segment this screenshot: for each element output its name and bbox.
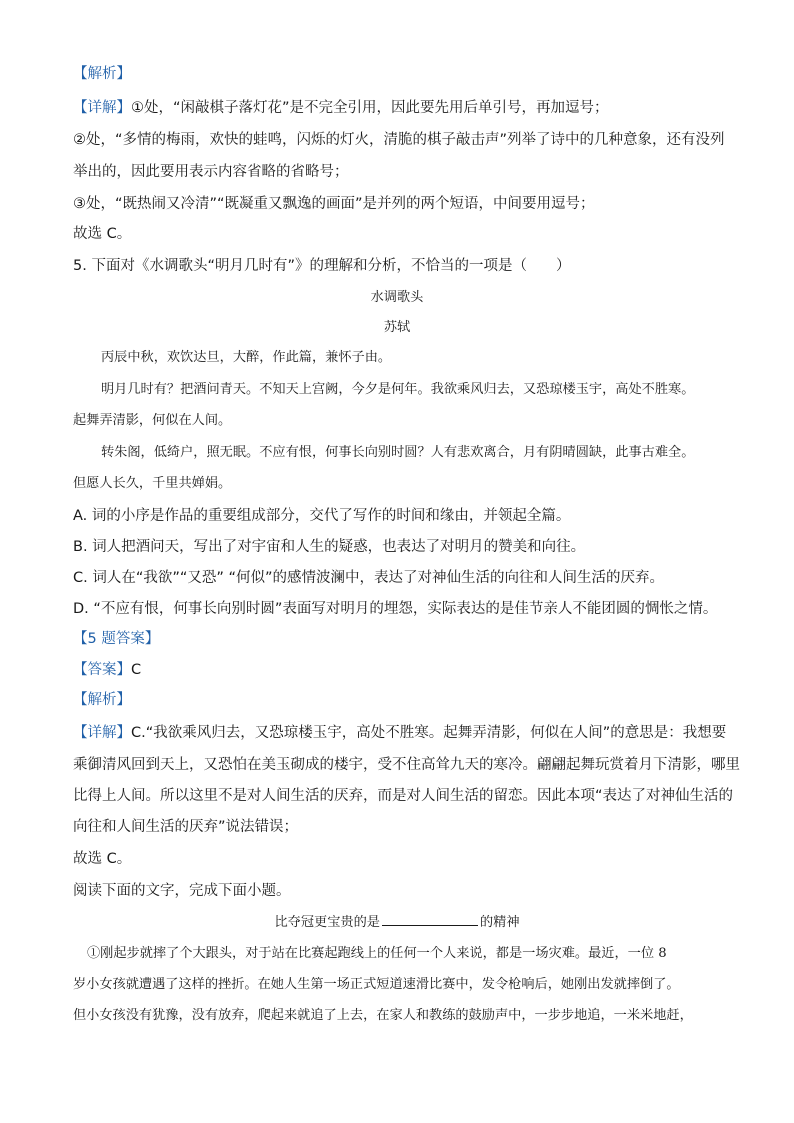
detail-paragraph-line (73, 98, 609, 118)
article-paragraph-line: ①刚起步就摔了个大跟头，对于站在比赛起跑线上的任何一个人来说，都是一场灾难。最近，一位 8 (87, 946, 667, 961)
detail-paragraph-line: 比得上人间。所以这里不是对人间生活的厌弃，而是对人间生活的留恋。因此本项“表达了对神仙生活的 (73, 788, 734, 804)
detail-tag: 【详解】 (73, 725, 131, 741)
poem-line: 起舞弄清影，何似在人间。 (73, 413, 232, 428)
poem-line: 转朱阁，低绮户，照无眠。不应有恨，何事长向别时圆？人有悲欢离合，月有阴晴圆缺，此事古难全。 (101, 445, 695, 460)
poem-line: 明月几时有？把酒问青天。不知天上宫阙，今夕是何年。我欲乘风归去，又恐琼楼玉宇，高处不胜寒。 (101, 382, 695, 397)
option-a: A. 词的小序是作品的重要组成部分，交代了写作的时间和缘由，并领起全篇。 (73, 508, 571, 524)
title-blank (382, 912, 478, 926)
detail-paragraph-line: 乘御清风回到天上，又恐怕在美玉砌成的楼宇，受不住高耸九天的寒冷。翩翩起舞玩赏着月下清影，哪里 (73, 757, 740, 773)
question-5-stem: 5. 下面对《水调歌头“明月几时有”》的理解和分析，不恰当的一项是（ ） (73, 258, 571, 274)
conclusion-line: 故选 C。 (73, 226, 132, 242)
article-title-prefix: 比夺冠更宝贵的是 (274, 915, 380, 930)
poem-preface: 丙辰中秋，欢饮达旦，大醉，作此篇，兼怀子由。 (101, 350, 392, 365)
option-b: B. 词人把酒问天，写出了对宇宙和人生的疑惑，也表达了对明月的赞美和向往。 (73, 539, 586, 555)
detail-tag: 【详解】 (73, 100, 131, 116)
option-d: D. “不应有恨，何事长向别时圆”表面写对明月的埋怨，实际表达的是佳节亲人不能团圆的惆怅之情。 (73, 601, 718, 617)
article-paragraph-line: 岁小女孩就遭遇了这样的挫折。在她人生第一场正式短道速滑比赛中，发令枪响后，她刚出发就摔倒了。 (73, 977, 680, 992)
article-title-suffix: 的精神 (479, 915, 520, 930)
reading-instruction: 阅读下面的文字，完成下面小题。 (73, 883, 291, 899)
poem-title: 水调歌头 (370, 290, 424, 305)
option-c: C. 词人在“我欲”“又恐” “何似”的感情波澜中，表达了对神仙生活的向往和人间生活的厌弃。 (73, 570, 665, 586)
detail-paragraph-line: 向往和人间生活的厌弃”说法错误； (73, 819, 299, 835)
detail-text: ①处，“闲敲棋子落灯花”是不完全引用，因此要先用后单引号，再加逗号； (131, 100, 609, 116)
answer-tag: 【答案】 (73, 662, 131, 678)
detail-paragraph-line: ②处，“多情的梅雨，欢快的蛙鸣，闪烁的灯火，清脆的棋子敲击声”列举了诗中的几种意象，还有没列 (73, 132, 725, 148)
answer-header: 【5 题答案】 (73, 631, 160, 647)
answer-line (73, 660, 141, 680)
detail-text: C.“我欲乘风归去，又恐琼楼玉宇，高处不胜寒。起舞弄清影，何似在人间”的意思是：我想要 (131, 725, 727, 741)
analysis-label: 【解析】 (73, 692, 131, 708)
article-title (0, 912, 794, 933)
detail-paragraph-line (73, 723, 726, 743)
poem-line: 但愿人长久，千里共婵娟。 (73, 476, 232, 491)
answer-value: C (131, 662, 142, 678)
analysis-label: 【解析】 (73, 66, 131, 82)
detail-paragraph-line: 举出的，因此要用表示内容省略的省略号； (73, 164, 349, 180)
detail-paragraph-line: ③处，“既热闹又冷清”“既凝重又飘逸的画面”是并列的两个短语，中间要用逗号； (73, 196, 595, 212)
article-paragraph-line: 但小女孩没有犹豫，没有放弃，爬起来就追了上去，在家人和教练的鼓励声中，一步步地追，一米米地赶， (73, 1008, 693, 1023)
conclusion-line: 故选 C。 (73, 851, 132, 867)
poem-author: 苏轼 (383, 320, 411, 335)
